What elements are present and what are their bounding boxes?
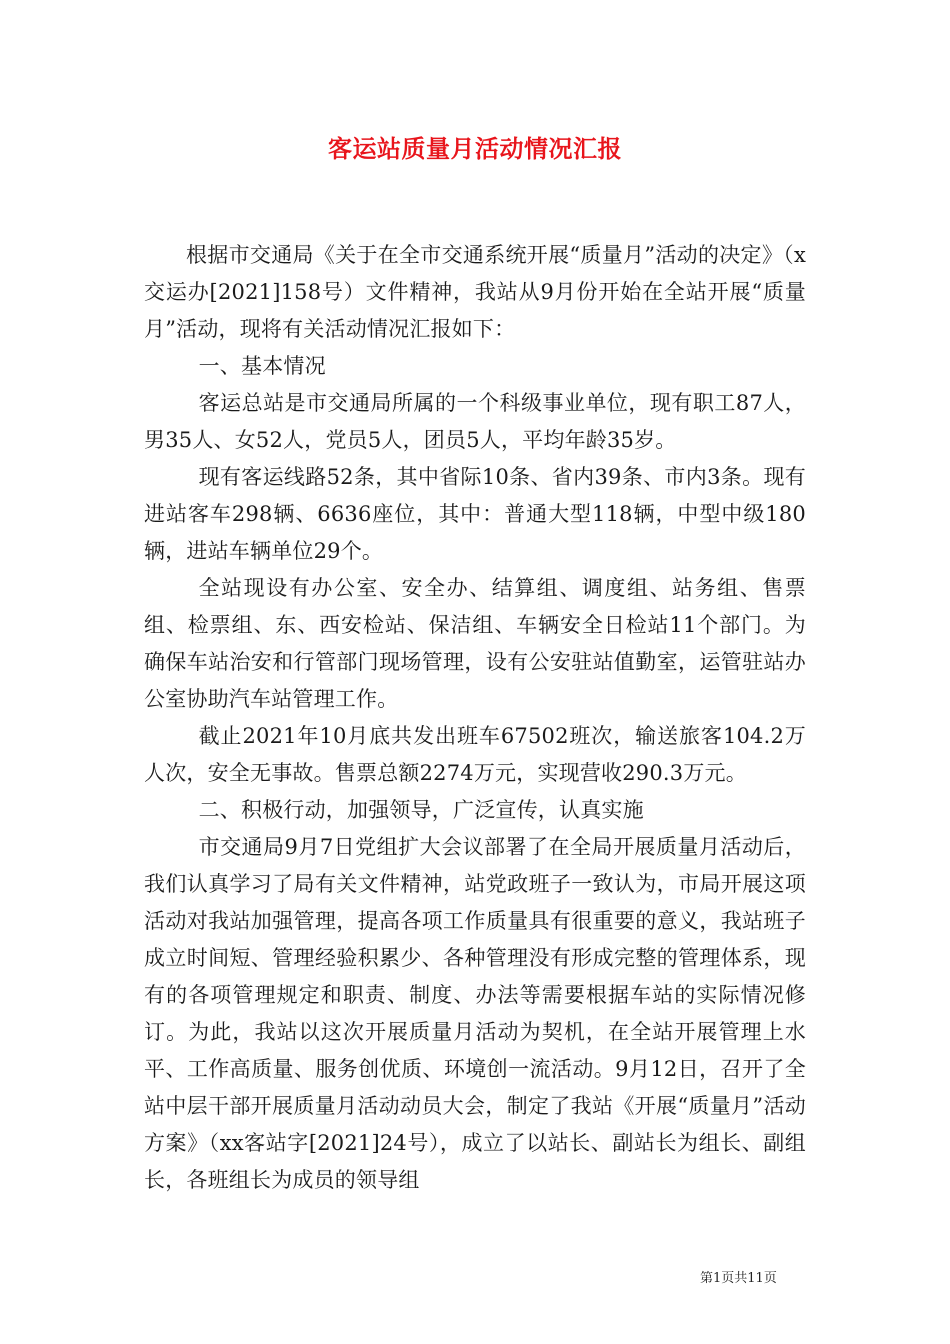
intro-paragraph: 根据市交通局《关于在全市交通系统开展“质量月”活动的决定》（x交运办[2021]158号）文件精神，我站从9月份开始在全站开展“质量月”活动，现将有关活动情况汇报如下： [144, 243, 806, 341]
staff-paragraph: 客运总站是市交通局所属的一个科级事业单位，现有职工87人，男35人、女52人，党员5人，团员5人，平均年龄35岁。 [144, 391, 806, 452]
routes-paragraph: 现有客运线路52条，其中省际10条、省内39条、市内3条。现有进站客车298辆、6636座位，其中：普通大型118辆，中型中级180辆，进站车辆单位29个。 [144, 465, 806, 563]
document-body [144, 237, 806, 1199]
departments-paragraph: 全站现设有办公室、安全办、结算组、调度组、站务组、售票组、检票组、东、西安检站、保洁组、车辆安全日检站11个部门。为确保车站治安和行管部门现场管理，设有公安驻站值勤室，运管驻站办公室协助汽车站管理工作。 [144, 576, 806, 711]
document-title: 客运站质量月活动情况汇报 [328, 134, 622, 163]
action-paragraph: 市交通局9月7日党组扩大会议部署了在全局开展质量月活动后，我们认真学习了局有关文件精神，站党政班子一致认为，市局开展这项活动对我站加强管理，提高各项工作质量具有很重要的意义，我站班子成立时间短、管理经验积累少、各种管理没有形成完整的管理体系，现有的各项管理规定和职责、制度、办法等需要根据车站的实际情况修订。为此，我站以这次开展质量月活动为契机，在全站开展管理上水平、工作高质量、服务创优质、环境创一流活动。9月12日，召开了全站中层干部开展质量月活动动员大会，制定了我站《开展“质量月”活动方案》（xx客站字[2021]24号），成立了以站长、副站长为组长、副组长，各班组长为成员的领导组 [144, 835, 806, 1192]
section-heading-basic: 一、基本情况 [198, 354, 326, 378]
section-heading-action: 二、积极行动，加强领导，广泛宣传，认真实施 [198, 798, 644, 822]
statistics-paragraph: 截止2021年10月底共发出班车67502班次，输送旅客104.2万人次，安全无事故。售票总额2274万元，实现营收290.3万元。 [144, 724, 806, 785]
page-number-footer: 第1页共11页 [700, 1271, 777, 1286]
